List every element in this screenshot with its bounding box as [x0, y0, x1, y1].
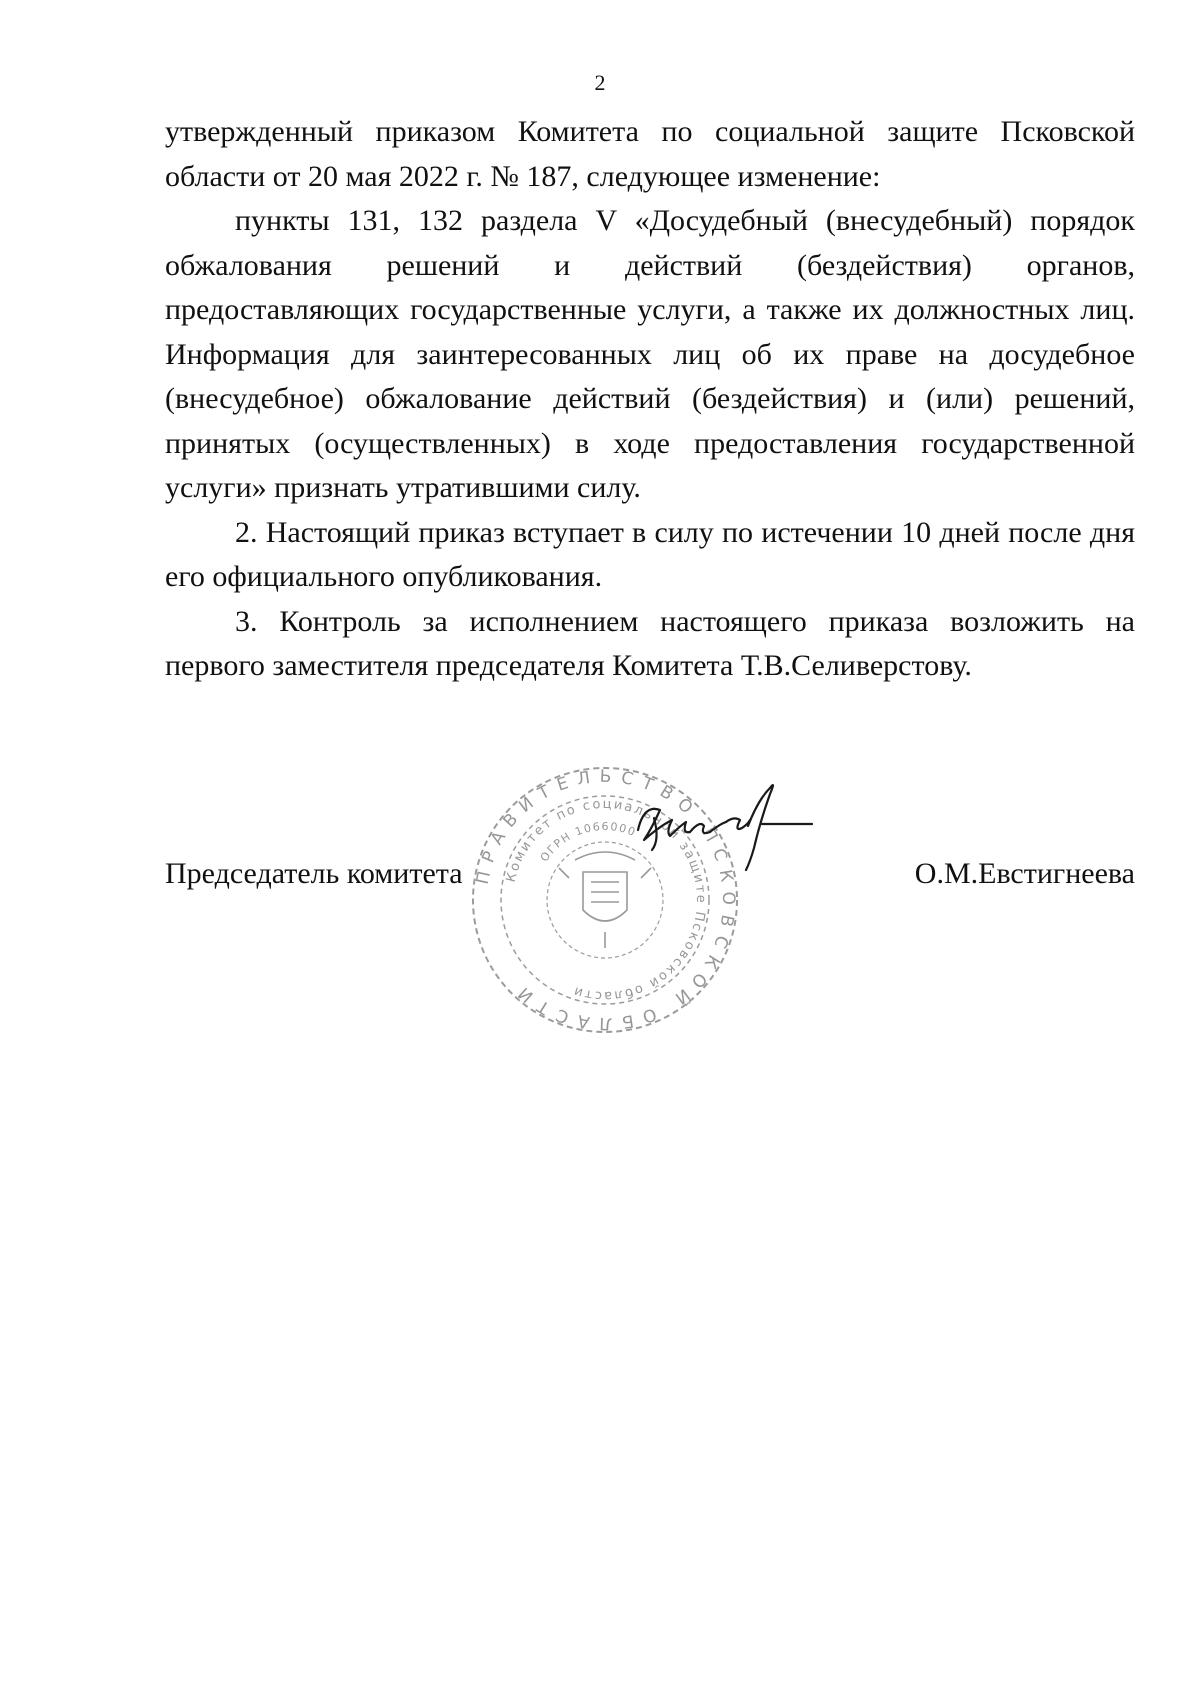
signatory-name: О.М.Евстигнеева — [914, 857, 1135, 890]
signatory-position: Председатель комитета — [165, 857, 463, 890]
document-body — [165, 110, 1135, 689]
page-number: 2 — [594, 70, 606, 95]
paragraph-effective-date: 2. Настоящий приказ вступает в силу по истечении 10 дней после дня его официального опубликования. — [165, 515, 1135, 593]
seal-outer-text: ПРАВИТЕЛЬСТВО ПСКОВСКОЙ ОБЛАСТИ — [472, 766, 739, 1034]
signature-block — [165, 852, 1135, 896]
paragraph-amendment: пункты 131, 132 раздела V «Досудебный (внесудебный) порядок обжалования решений и действий (бездействия) органов, предоставляющих государственные услуги, а также их должностных лиц. Информация для заинтересованных лиц об их праве на досудебное (внесудебное) обжалование действий (бездействия) и (или) решений, принятых (осуществленных) в ходе предоставления государственной услуги» признать утратившими силу. — [165, 204, 1135, 504]
paragraph-intro: утвержденный приказом Комитета по социальной защите Псковской области от 20 мая 2022 г. № 187, следующее изменение: — [165, 115, 1135, 193]
seal-inner-text: Комитет по социальной защите Псковской области — [503, 796, 709, 1004]
seal-ogrn-text: ОГРН 1066000 — [537, 819, 639, 865]
paragraph-control: 3. Контроль за исполнением настоящего приказа возложить на первого заместителя председателя Комитета Т.В.Селиверстову. — [165, 604, 1135, 682]
